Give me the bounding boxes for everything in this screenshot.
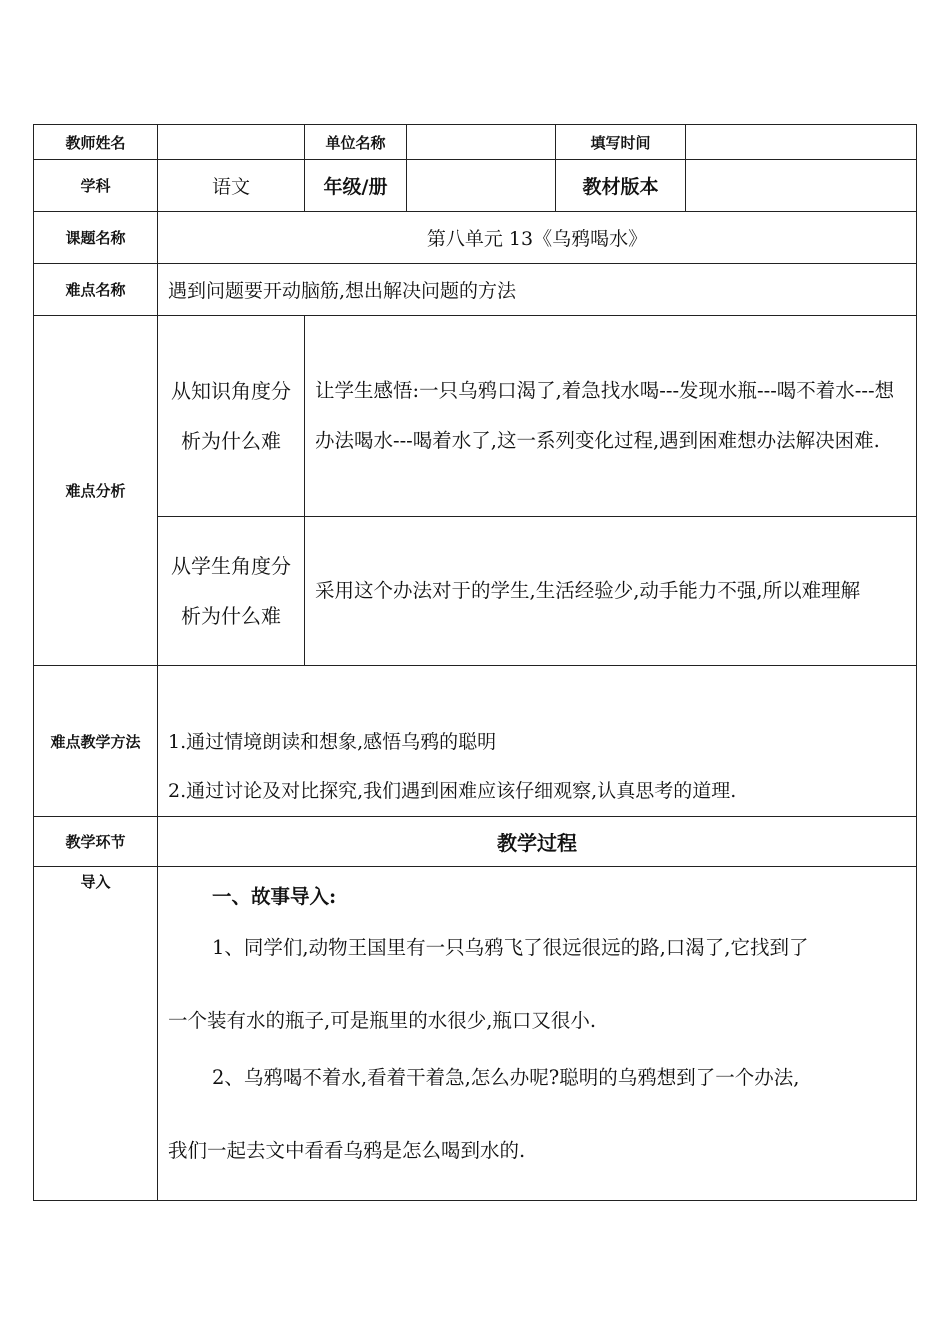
- method-item-1: 1.通过情境朗读和想象,感悟乌鸦的聪明: [168, 731, 497, 753]
- textbook-label: 教材版本: [556, 160, 686, 212]
- topic-label: 课题名称: [34, 212, 158, 264]
- difficulty-label: 难点名称: [34, 264, 158, 316]
- fill-time-label: 填写时间: [556, 125, 686, 160]
- fill-time-value[interactable]: [686, 125, 917, 160]
- student-angle-text: 采用这个办法对于的学生,生活经验少,动手能力不强,所以难理解: [305, 517, 917, 666]
- teacher-name-value[interactable]: [158, 125, 305, 160]
- analysis-row-student: [34, 517, 917, 666]
- topic-value: 第八单元 13《乌鸦喝水》: [158, 212, 917, 264]
- intro-paragraph-2-line-1: 2、乌鸦喝不着水,看着干着急,怎么办呢?聪明的乌鸦想到了一个办法,: [212, 1066, 800, 1089]
- teacher-name-label: 教师姓名: [34, 125, 158, 160]
- lesson-plan-form: [33, 124, 916, 1201]
- topic-row: [34, 212, 917, 264]
- process-header-row: [34, 817, 917, 867]
- knowledge-angle-label: 从知识角度分析为什么难: [158, 316, 305, 517]
- difficulty-row: [34, 264, 917, 316]
- methods-content: [158, 666, 917, 817]
- analysis-row-knowledge: [34, 316, 917, 517]
- grade-value[interactable]: [407, 160, 556, 212]
- intro-heading: 一、故事导入:: [212, 885, 337, 908]
- header-row-2: [34, 160, 917, 212]
- process-label: 教学过程: [158, 817, 917, 867]
- knowledge-angle-text: 让学生感悟:一只乌鸦口渴了,着急找水喝---发现水瓶---喝不着水---想办法喝水---喝着水了,这一系列变化过程,遇到困难想办法解决困难.: [305, 316, 917, 517]
- subject-label: 学科: [34, 160, 158, 212]
- intro-paragraph-1-line-2: 一个装有水的瓶子,可是瓶里的水很少,瓶口又很小.: [168, 1009, 597, 1032]
- methods-row: [34, 666, 917, 817]
- grade-label: 年级/册: [305, 160, 407, 212]
- intro-label: 导入: [34, 867, 158, 1201]
- student-angle-label: 从学生角度分析为什么难: [158, 517, 305, 666]
- header-row-1: [34, 125, 917, 160]
- unit-name-label: 单位名称: [305, 125, 407, 160]
- unit-name-value[interactable]: [407, 125, 556, 160]
- intro-paragraph-2-line-2: 我们一起去文中看看乌鸦是怎么喝到水的.: [168, 1139, 526, 1162]
- intro-row: [34, 867, 917, 1201]
- method-item-2: 2.通过讨论及对比探究,我们遇到困难应该仔细观察,认真思考的道理.: [168, 780, 737, 802]
- intro-content: [158, 867, 917, 1201]
- methods-label: 难点教学方法: [34, 666, 158, 817]
- analysis-label: 难点分析: [34, 316, 158, 666]
- textbook-value[interactable]: [686, 160, 917, 212]
- intro-paragraph-1-line-1: 1、同学们,动物王国里有一只乌鸦飞了很远很远的路,口渴了,它找到了: [212, 936, 809, 959]
- lesson-plan-table: [33, 124, 917, 1201]
- subject-value[interactable]: 语文: [158, 160, 305, 212]
- difficulty-value: 遇到问题要开动脑筋,想出解决问题的方法: [158, 264, 917, 316]
- stage-label: 教学环节: [34, 817, 158, 867]
